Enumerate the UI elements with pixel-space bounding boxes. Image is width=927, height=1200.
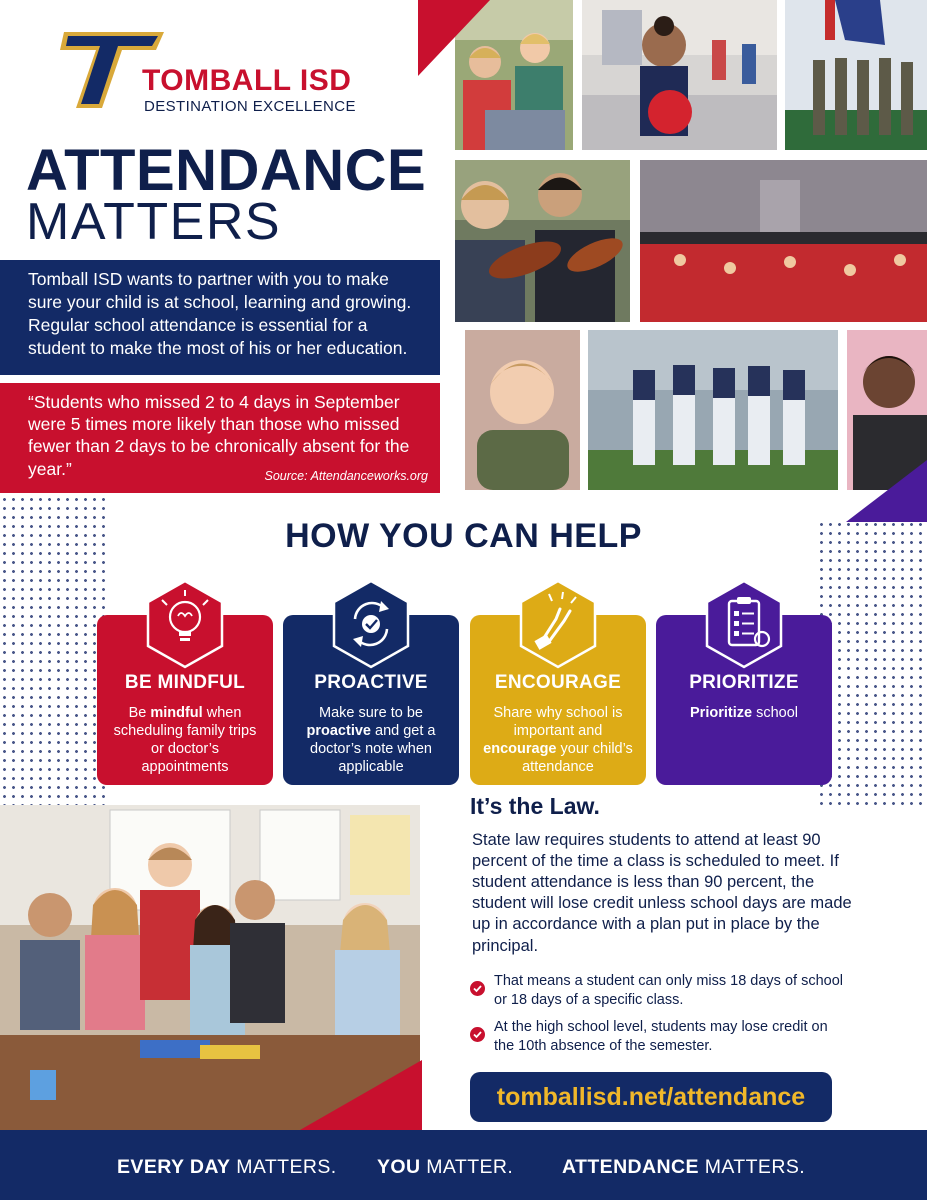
refresh-check-icon — [331, 579, 411, 669]
law-bullet-text: At the high school level, students may lose credit on the 10th absence of the semester. — [494, 1019, 828, 1054]
brand-tagline: DESTINATION EXCELLENCE — [144, 98, 356, 115]
intro-text: Tomball ISD wants to partner with you to make sure your child is at school, learning and growing. Regular school attendance is essential for a student to make the most of his or her education. — [28, 269, 412, 359]
card-description: Share why school is important and encourage your child’s attendance — [483, 705, 633, 776]
card-be-mindful — [97, 615, 273, 785]
lightbulb-brain-icon — [145, 579, 225, 669]
card-title: PROACTIVE — [314, 672, 428, 693]
brand-name: TOMBALL ISD — [142, 64, 352, 97]
photo-violin-students — [455, 160, 630, 322]
card-description: Make sure to be proactive and get a doctor’s note when applicable — [306, 705, 436, 776]
card-description: Be mindful when scheduling family trips or doctor’s appointments — [113, 705, 257, 776]
footer-phrase-attendance: ATTENDANCE MATTERS. — [562, 1156, 806, 1178]
photo-girl-with-ball — [582, 0, 777, 150]
photo-softball-team — [588, 330, 838, 490]
card-title: PRIORITIZE — [689, 672, 799, 693]
dot-pattern-right — [817, 520, 927, 810]
card-encourage — [470, 615, 646, 785]
high-five-icon — [518, 579, 598, 669]
how-you-can-help-title: HOW YOU CAN HELP — [285, 517, 642, 555]
law-title: It’s the Law. — [470, 793, 600, 819]
quote-box — [0, 383, 440, 493]
tomball-isd-logo — [60, 28, 380, 118]
card-prioritize — [656, 615, 832, 785]
card-title: ENCOURAGE — [494, 672, 622, 693]
quote-source: Source: Attendanceworks.org — [264, 469, 428, 484]
photo-color-guard — [785, 0, 927, 150]
red-bottom-triangle — [300, 1060, 422, 1130]
card-description: Prioritize school — [690, 705, 798, 721]
red-corner-triangle — [418, 0, 490, 76]
card-title: BE MINDFUL — [124, 672, 246, 693]
footer-banner — [0, 1130, 927, 1200]
law-bullet-text: That means a student can only miss 18 days of school or 18 days of a specific class. — [494, 973, 843, 1008]
check-circle-icon — [470, 1027, 485, 1042]
attendance-url-link[interactable]: tomballisd.net/attendance — [470, 1072, 832, 1122]
law-body: State law requires students to attend at least 90 percent of the time a class is scheduled to meet. If student attendance is less than 90 percent, the student will lose credit unless school days are made up in accordance with a plan put in place by the principal. — [472, 831, 852, 955]
checklist-clipboard-icon — [704, 579, 784, 669]
quote-text: “Students who missed 2 to 4 days in September were 5 times more likely than those who missed fewer than 2 days to be chronically absent for the year.” — [28, 392, 410, 479]
check-circle-icon — [470, 981, 485, 996]
footer-phrase-you: YOU MATTER. — [377, 1156, 514, 1178]
law-bullet — [470, 972, 850, 1009]
headline-matters: MATTERS — [26, 193, 282, 251]
intro-box — [0, 260, 440, 375]
headline-attendance: ATTENDANCE — [26, 138, 427, 203]
photo-graduation-crowd — [640, 160, 927, 322]
card-proactive — [283, 615, 459, 785]
law-bullet — [470, 1018, 850, 1055]
footer-phrase-every-day: EVERY DAY MATTERS. — [117, 1156, 337, 1178]
purple-corner-triangle — [846, 460, 927, 522]
photo-smiling-boy — [465, 330, 580, 490]
